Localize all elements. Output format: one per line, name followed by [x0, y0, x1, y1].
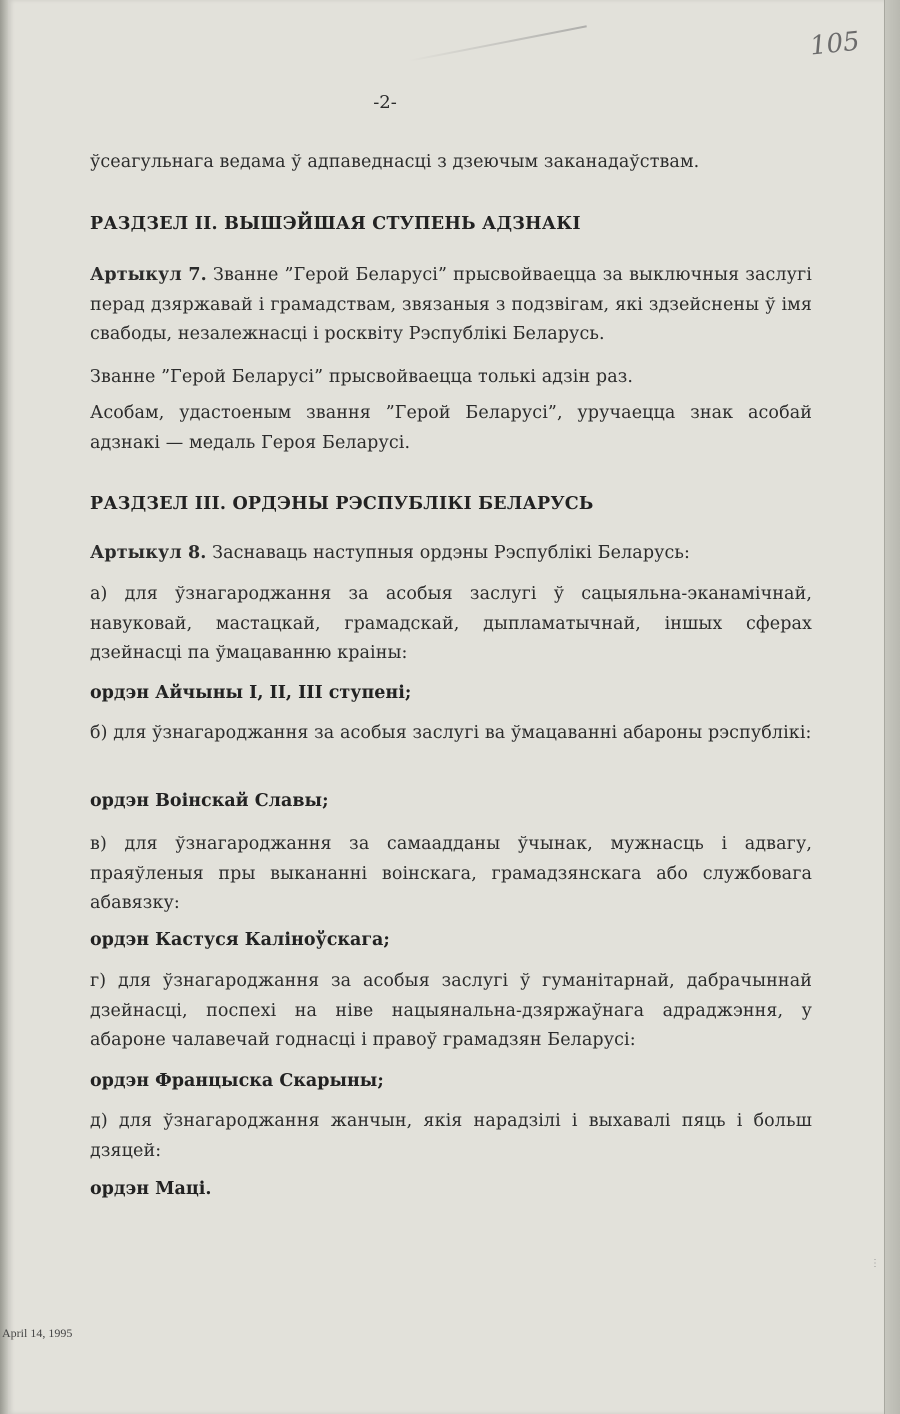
article-7-text: Званне ”Герой Беларусі” прысвойваецца за выключныя заслугі перад дзяржавай і грамадствам, звязаныя з подзвігам, які здзейснены ў імя свабоды, незалежнасці і росквіту Рэспублікі Беларусь. [90, 265, 812, 344]
item-d [90, 1107, 812, 1166]
item-b-text: б) для ўзнагароджання за асобыя заслугі ва ўмацаванні абароны рэспублікі: [90, 723, 812, 743]
order-d: ордэн Маці. [90, 1179, 212, 1199]
item-a-text: а) для ўзнагароджання за асобыя заслугі ў сацыяльна-эканамічнай, навуковай, мастацкай, грамадскай, дыпламатычнай, іншых сферах дзейнасці па ўмацаванню краіны: [90, 584, 812, 663]
item-v-text: в) для ўзнагароджання за самаадданы ўчынак, мужнасць і адвагу, праяўленыя пры выкананні воінскага, грамадзянскага або службовага абавязку: [90, 834, 812, 913]
order-b: ордэн Воінскай Славы; [90, 791, 329, 811]
article-8-label: Артыкул 8. [90, 543, 207, 563]
item-v [90, 830, 812, 919]
item-g-text: г) для ўзнагароджання за асобыя заслугі ў гуманітарнай, дабрачыннай дзейнасці, поспехі на ніве нацыянальна-дзяржаўнага адраджэння, у абароне чалавечай годнасці і правоў грамадзян Беларусі: [90, 971, 812, 1050]
intro-line [90, 148, 812, 178]
item-g [90, 967, 812, 1056]
article-7-label: Артыкул 7. [90, 265, 207, 285]
document-page [8, 0, 884, 1414]
page-edge [884, 0, 900, 1414]
section-3-heading: РАЗДЗЕЛ III. ОРДЭНЫ РЭСПУБЛІКІ БЕЛАРУСЬ [90, 494, 594, 514]
article-7-paragraph [90, 261, 812, 350]
margin-marks: ⋮ [870, 1258, 880, 1269]
para-3-text: Асобам, удастоеным звання ”Герой Беларусі”, уручаецца знак асобай адзнакі — медаль Героя Беларусі. [90, 403, 812, 453]
footer-date: April 14, 1995 [2, 1326, 73, 1340]
handwritten-page-number: 105 [808, 26, 862, 62]
item-d-text: д) для ўзнагароджання жанчын, якія нарадзілі і выхавалі пяць і больш дзяцей: [90, 1111, 812, 1161]
article-8 [90, 539, 812, 569]
order-v: ордэн Кастуся Каліноўскага; [90, 930, 390, 950]
item-a [90, 580, 812, 669]
article-8-paragraph [90, 539, 812, 569]
page-number: -2- [373, 92, 397, 113]
item-b [90, 719, 812, 749]
article-8-text: Заснаваць наступныя ордэны Рэспублікі Беларусь: [212, 543, 691, 563]
binding-edge [0, 0, 8, 1414]
order-g: ордэн Францыска Скарыны; [90, 1071, 384, 1091]
order-a: ордэн Айчыны I, II, III ступені; [90, 683, 412, 703]
section-2-para-2 [90, 363, 812, 393]
para-2-text: Званне ”Герой Беларусі” прысвойваецца толькі адзін раз. [90, 367, 634, 387]
article-7 [90, 261, 812, 350]
section-2-para-3 [90, 399, 812, 458]
section-2-heading: РАЗДЗЕЛ II. ВЫШЭЙШАЯ СТУПЕНЬ АДЗНАКІ [90, 214, 581, 234]
intro-text: ўсеагульнага ведама ў адпаведнасці з дзеючым заканадаўствам. [90, 152, 700, 172]
